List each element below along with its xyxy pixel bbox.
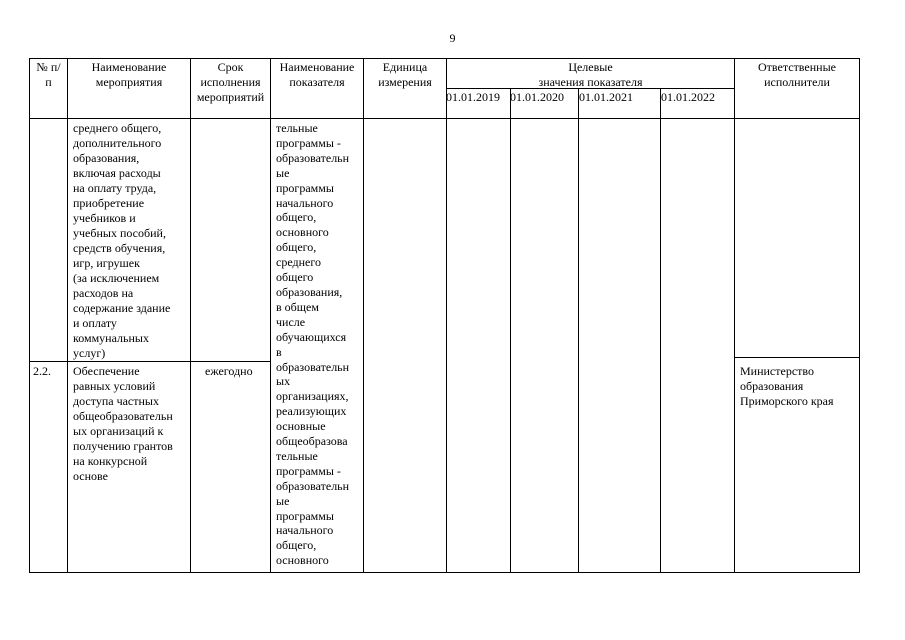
header-responsible: Ответственные исполнители <box>758 60 836 89</box>
row-divider-right <box>734 357 859 358</box>
header-date-2021: 01.01.2021 <box>579 90 633 104</box>
header-num: № п/ п <box>36 60 61 89</box>
row-1-name: среднего общего, дополнительного образования, включая расходы на оплату труда, приобретение учебников и учебных пособий, средств обучения, игр, игрушек (за исключением расходов на содержание здание и оплату коммунальных услуг) <box>73 121 171 360</box>
col-line-8 <box>660 88 661 573</box>
header-term: Срок исполнения мероприятий <box>196 60 265 104</box>
page-number: 9 <box>449 31 456 45</box>
header-target: Целевые значения показателя <box>538 60 643 89</box>
col-line-9 <box>734 58 735 573</box>
header-unit: Единица измерения <box>378 60 432 89</box>
indicator-text: тельные программы - образовательн ые программы начального общего, основного общего, среднего общего образования, в общем числе обучающихся в образовательн ых организациях, реализующих основные общеобразова тельные программы - образовательн ые программы начального общего, основного <box>276 121 350 568</box>
col-line-0 <box>29 58 30 573</box>
row-2-term: ежегодно <box>205 364 253 378</box>
row-2-responsible: Министерство образования Приморского края <box>740 364 834 408</box>
header-date-2022: 01.01.2022 <box>661 90 715 104</box>
col-line-6 <box>510 88 511 573</box>
col-line-3 <box>270 58 271 573</box>
header-name: Наименование мероприятия <box>91 60 167 89</box>
header-date-2019: 01.01.2019 <box>446 90 500 104</box>
header-date-2020: 01.01.2020 <box>510 90 564 104</box>
col-line-4 <box>363 58 364 573</box>
header-indicator: Наименование показателя <box>279 60 355 89</box>
row-divider-left <box>29 361 270 362</box>
row-2-num: 2.2. <box>33 364 51 378</box>
col-line-1 <box>67 58 68 573</box>
col-line-5 <box>446 58 447 573</box>
col-line-10 <box>859 58 860 573</box>
col-line-7 <box>578 88 579 573</box>
row-2-name: Обеспечение равных условий доступа частных общеобразовательн ых организаций к получению грантов на конкурсной основе <box>73 364 173 483</box>
